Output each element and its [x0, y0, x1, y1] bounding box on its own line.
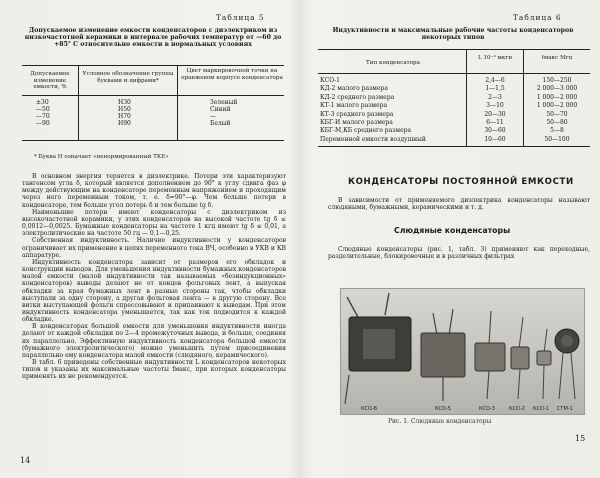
table6-cell-type: КТ-3 среднего размера [320, 110, 394, 118]
table-row [118, 99, 131, 127]
paragraph: В конденсаторах большой емкости для уменьшения индуктивности иногда делают от каждой обкладки по 2—4 промежуточных вывода, и больше, соединяя их параллельно. Эффективную индуктивность конденсатора большой емкости (бумажного электролитического) можно уменьшить путем присоединения параллельно ему конденсатора малой емкости (слюдяного, керамического). [22, 323, 286, 359]
table6-cell-frequency: 50—70 [546, 110, 568, 118]
table5-cell-change: ±30 [36, 99, 49, 106]
table6-cell-type: КД-2 малого размера [320, 85, 388, 93]
table6-cell-type: КБГ-И малого размера [320, 119, 393, 127]
table6-cell-frequency: 150—250 [542, 77, 572, 84]
left-body-text [22, 173, 286, 463]
photo-label: КСО-5 [435, 406, 451, 412]
paragraph: Наименьшие потери имеют конденсаторы с диэлектриком из высокочастотной керамики, у этих конденсаторов на высокой частоте tg δ ≤ 0,0012—0,0025. Бумажные конденсаторы на частоте 1 кгц имеют tg δ ≤ 0,01, а электролитические на частоте 50 гц — 0,1—0,25. [22, 208, 286, 238]
subsection-text [328, 246, 590, 260]
table5-cell-color: Зеленый [210, 99, 238, 106]
table6-cell-type: КД-2 среднего размера [320, 93, 395, 101]
table5-label: Таблица 5 [216, 13, 265, 22]
table5-footnote: * Буква Н означает «ненормированный ТКЕ» [34, 154, 169, 160]
table6-cell-type: КБГ-М,КБ среднего размера [320, 127, 412, 135]
table-row [210, 99, 237, 127]
table5-header-color: Цвет маркировочной точки на оранжевом корпусе конденсатора [181, 68, 283, 81]
table5-header-group: Условное обозначение группы буквами и цифрами* [82, 71, 174, 84]
section-title: КОНДЕНСАТОРЫ ПОСТОЯННОЙ ЕМКОСТИ [348, 177, 574, 187]
table6-cell-frequency: 1 000—2 000 [536, 93, 578, 101]
table6-cell-type: КСО-1 [320, 77, 340, 84]
table5-cell-group: Н50 [118, 106, 131, 113]
table5-header-change: Допускаемое изменение емкости, % [30, 71, 70, 91]
table5-cell-group: Н90 [118, 120, 131, 127]
section-intro [328, 197, 590, 211]
table6-cell-frequency: 2 000—3 000 [536, 85, 578, 93]
table5-cell-color: Синий [210, 106, 231, 113]
table5-cell-color: — [210, 113, 216, 120]
table5-cell-change: —70 [36, 113, 50, 120]
table6-cell-inductance: 2—3 [488, 93, 502, 101]
paragraph: В основном энергия теряется в диэлектрике. Потери эти характеризуют тангенсом угла δ, который является дополнением до 90° к углу сдвига фаз φ между действующим на конденсаторе переменным напряжением и проходящим через него переменным током, т. е. δ=90°—φ. Чем больше потери в конденсаторе, тем больше угол потерь δ и тем больше tg δ. [22, 173, 286, 209]
table5-cell-color: Белый [210, 120, 231, 127]
figure-caption: Рис. 1. Слюдяные конденсаторы [388, 418, 492, 425]
table5-title: Допускаемое изменение емкости конденсаторов с диэлектриком из низкочастотной керамики в интервале рабочих температур от —60 до +85° С относительно емкости в нормальных условиях [24, 27, 282, 49]
table5-cell-group: Н70 [118, 113, 131, 120]
table-row [468, 77, 522, 144]
table6-cell-inductance: 20—30 [484, 110, 506, 118]
table6-cell-inductance: 3—10 [486, 102, 504, 110]
capacitors-photo [340, 288, 585, 415]
table6-cell-inductance: 2,4—6 [485, 77, 505, 84]
paragraph: Собственная индуктивность. Наличие индуктивности у конденсаторов ограничивает их применение в цепях переменного тока ВЧ, особенно в УКВ и КВ аппаратуре. [22, 237, 286, 259]
table-row [320, 77, 465, 144]
table6-cell-type: КТ-1 малого размера [320, 102, 388, 110]
photo-label: КСО-8 [361, 406, 377, 412]
table-row [525, 77, 589, 144]
paragraph: Слюдяные конденсаторы (рис. 1, табл. 3) применяют как переходные, разделительные, блокировочные и в различных фильтрах [328, 246, 590, 261]
left-page [0, 0, 292, 478]
paragraph: Индуктивность конденсатора зависит от размеров его обкладок и конструкции выводов. Для уменьшения индуктивности бумажных конденсаторов малой емкости (малой индуктивности так называемых «безиндукционных» конденсаторов) выводы делают не от концов фольговых лент, а выпуская обкладки за края бумажных лент в разные стороны так, чтобы обкладки выступали за одну сторону, а другая фольговая лента — в другую сторону. Все витки выступающей фольги спрессовывают и припаивают к выводам. При этом индуктивность конденсатора уменьшается, так как ток подводится к каждой обкладке. [22, 258, 286, 324]
table6-header-inductance: L 10⁻³ мкгн [477, 55, 513, 61]
table6-header-type: Тип конденсатора [366, 60, 420, 66]
photo-label: КСО-2 [509, 406, 525, 412]
table6-cell-inductance: 1—1,5 [485, 85, 505, 93]
photo-label: КСО-1 [533, 406, 549, 412]
table6-cell-inductance: 10—60 [484, 135, 506, 143]
table6-cell-frequency: 5—8 [550, 127, 564, 135]
table5-cell-change: —50 [36, 106, 50, 113]
table6-title: Индуктивности и максимальные рабочие частоты конденсаторов некоторых типов [332, 27, 574, 42]
table6-cell-frequency: 50—80 [546, 119, 568, 127]
table6-cell-type: Переменной емкости воздушный [320, 135, 426, 143]
table5-cell-group: Н30 [118, 99, 131, 106]
page-number-right: 15 [575, 434, 586, 443]
table6-cell-frequency: 50—100 [544, 135, 570, 143]
subsection-title: Слюдяные конденсаторы [394, 226, 511, 235]
paragraph: В зависимости от применяемого диэлектрика конденсаторы называют слюдяными, бумажными, керамическими и т. д. [328, 197, 590, 212]
page-number-left: 14 [20, 456, 31, 465]
photo-label: СГМ-1 [557, 406, 573, 412]
table5-cell-change: —90 [36, 120, 50, 127]
table-row [36, 99, 50, 127]
table6-cell-inductance: 30—60 [484, 127, 506, 135]
photo-label: КСО-3 [479, 406, 495, 412]
table6-cell-frequency: 1 000—2 000 [536, 102, 578, 110]
table6-cell-inductance: 6—11 [486, 119, 504, 127]
table6-label: Таблица 6 [513, 13, 562, 22]
capacitors-illustration [341, 289, 584, 414]
paragraph: В табл. 6 приведены собственные индуктивности L конденсаторов некоторых типов и указаны их максимальные частоты fмакс, при которых конденсаторы применять их не рекомендуется. [22, 359, 286, 381]
table6-header-frequency: fмакс Мгц [541, 55, 573, 61]
